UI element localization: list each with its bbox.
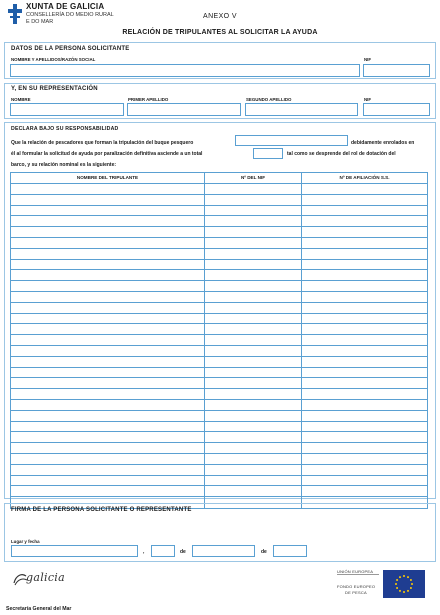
fund-line-1: FONDO EUROPEO: [337, 584, 376, 589]
org-subtitle: [26, 12, 114, 26]
crew-name-cell[interactable]: [11, 292, 205, 302]
table-row: [11, 216, 427, 227]
nif-cell[interactable]: [205, 432, 302, 442]
org-subtitle-line-2: E DO MAR: [26, 19, 54, 25]
table-row: [11, 486, 427, 497]
table-row: [11, 357, 427, 368]
crew-table-body: [11, 184, 427, 508]
declaration-section-title: DECLARA BAJO SU RESPONSABILIDAD: [11, 126, 119, 132]
table-row: [11, 314, 427, 325]
nif-cell[interactable]: [205, 195, 302, 205]
crew-name-cell[interactable]: [11, 346, 205, 356]
nif-cell[interactable]: [205, 368, 302, 378]
galicia-logo-text: galicia: [26, 571, 65, 584]
nif-cell[interactable]: [205, 206, 302, 216]
nif-cell[interactable]: [205, 465, 302, 475]
nif-cell[interactable]: [205, 411, 302, 421]
table-row: [11, 227, 427, 238]
declaration-line-2b: tal como se desprende del rol de dotación del: [287, 151, 396, 157]
crew-name-cell[interactable]: [11, 357, 205, 367]
ss-number-cell[interactable]: [302, 270, 427, 280]
rep-second-surname-label: SEGUNDO APELLIDO: [246, 97, 292, 102]
eu-label: UNIÓN EUROPEA: [337, 569, 374, 574]
signature-section: [4, 503, 436, 562]
eu-star: [399, 590, 401, 592]
crew-name-cell[interactable]: [11, 486, 205, 496]
ss-number-cell[interactable]: [302, 368, 427, 378]
declaration-line-1b: debidamente enrolados en: [351, 140, 415, 146]
applicant-section-title: DATOS DE LA PERSONA SOLICITANTE: [11, 46, 130, 52]
crew-name-cell[interactable]: [11, 476, 205, 486]
eu-star: [410, 587, 412, 589]
applicant-name-field[interactable]: [10, 64, 360, 77]
crew-name-cell[interactable]: [11, 270, 205, 280]
nif-cell[interactable]: [205, 249, 302, 259]
crew-name-cell[interactable]: [11, 368, 205, 378]
table-row: [11, 476, 427, 487]
table-row: [11, 389, 427, 400]
eu-star: [410, 579, 412, 581]
nif-cell[interactable]: [205, 292, 302, 302]
crew-name-cell[interactable]: [11, 454, 205, 464]
eu-star: [396, 579, 398, 581]
table-row: [11, 422, 427, 433]
eu-star: [396, 587, 398, 589]
nif-cell[interactable]: [205, 346, 302, 356]
eu-star: [399, 576, 401, 578]
org-subtitle-line-1: CONSELLERÍA DO MEDIO RURAL: [26, 12, 114, 18]
crew-name-cell[interactable]: [11, 195, 205, 205]
rep-nif-field[interactable]: [363, 103, 430, 116]
ss-number-cell[interactable]: [302, 238, 427, 248]
table-row: [11, 270, 427, 281]
nif-cell[interactable]: [205, 270, 302, 280]
annex-label: ANEXO V: [203, 13, 237, 20]
table-row: [11, 400, 427, 411]
ss-number-cell[interactable]: [302, 389, 427, 399]
table-row: [11, 335, 427, 346]
ss-number-cell[interactable]: [302, 411, 427, 421]
month-field[interactable]: [192, 545, 255, 557]
ss-number-cell[interactable]: [302, 195, 427, 205]
applicant-section: [4, 42, 436, 79]
nif-cell[interactable]: [205, 443, 302, 453]
year-field[interactable]: [273, 545, 307, 557]
crew-name-cell[interactable]: [11, 324, 205, 334]
ss-number-cell[interactable]: [302, 303, 427, 313]
applicant-nif-label: NIF: [364, 57, 372, 62]
ss-number-cell[interactable]: [302, 422, 427, 432]
nif-cell[interactable]: [205, 389, 302, 399]
nif-cell[interactable]: [205, 314, 302, 324]
nif-cell[interactable]: [205, 184, 302, 194]
secretaria-general: Secretaría General del Mar: [6, 606, 72, 612]
crew-name-cell[interactable]: [11, 411, 205, 421]
applicant-name-label: NOMBRE Y APELLIDOS/RAZÓN SOCIAL: [11, 57, 96, 62]
col-nif: Nº DEL NIF: [205, 173, 302, 183]
crew-name-cell[interactable]: [11, 206, 205, 216]
col-crew-name: NOMBRE DEL TRIPULANTE: [11, 173, 205, 183]
rep-name-field[interactable]: [10, 103, 124, 116]
table-row: [11, 184, 427, 195]
crew-name-cell[interactable]: [11, 303, 205, 313]
eu-star: [407, 576, 409, 578]
ss-number-cell[interactable]: [302, 357, 427, 367]
ss-number-cell[interactable]: [302, 486, 427, 496]
eu-star: [403, 591, 405, 593]
place-date-label: Lugar y fecha: [11, 539, 40, 544]
day-field[interactable]: [151, 545, 175, 557]
rep-first-surname-label: PRIMER APELLIDO: [128, 97, 169, 102]
ss-number-cell[interactable]: [302, 400, 427, 410]
table-row: [11, 292, 427, 303]
nif-cell[interactable]: [205, 281, 302, 291]
eu-stars: [383, 570, 425, 598]
table-row: [11, 432, 427, 443]
org-name: XUNTA DE GALICIA: [26, 2, 105, 11]
crew-name-cell[interactable]: [11, 227, 205, 237]
nif-cell[interactable]: [205, 238, 302, 248]
crew-name-cell[interactable]: [11, 400, 205, 410]
ss-number-cell[interactable]: [302, 378, 427, 388]
eu-flag-icon: [383, 570, 425, 598]
table-row: [11, 324, 427, 335]
crew-table: [10, 172, 428, 509]
table-row: [11, 195, 427, 206]
de-label-2: de: [261, 549, 267, 555]
crew-name-cell[interactable]: [11, 249, 205, 259]
table-row: [11, 238, 427, 249]
nif-cell[interactable]: [205, 422, 302, 432]
nif-cell[interactable]: [205, 400, 302, 410]
nif-cell[interactable]: [205, 303, 302, 313]
crew-name-cell[interactable]: [11, 443, 205, 453]
eu-label-rule: [337, 574, 379, 575]
crew-name-cell[interactable]: [11, 378, 205, 388]
table-row: [11, 454, 427, 465]
comma-separator: ,: [143, 549, 145, 555]
declaration-line-1a: Que la relación de pescadores que forman la tripulación del buque pesquero: [11, 140, 194, 146]
place-field[interactable]: [11, 545, 138, 557]
de-label-1: de: [180, 549, 186, 555]
nif-cell[interactable]: [205, 486, 302, 496]
nif-cell[interactable]: [205, 260, 302, 270]
xunta-cross-icon: [6, 3, 24, 25]
nif-cell[interactable]: [205, 335, 302, 345]
ss-number-cell[interactable]: [302, 216, 427, 226]
ss-number-cell[interactable]: [302, 443, 427, 453]
table-row: [11, 303, 427, 314]
ss-number-cell[interactable]: [302, 324, 427, 334]
ss-number-cell[interactable]: [302, 184, 427, 194]
table-row: [11, 260, 427, 271]
crew-name-cell[interactable]: [11, 432, 205, 442]
eu-star: [411, 583, 413, 585]
table-row: [11, 206, 427, 217]
eu-star: [403, 575, 405, 577]
ss-number-cell[interactable]: [302, 454, 427, 464]
ss-number-cell[interactable]: [302, 432, 427, 442]
ss-number-cell[interactable]: [302, 476, 427, 486]
ss-number-cell[interactable]: [302, 281, 427, 291]
col-ss-number: Nº DE AFILIACIÓN S.S.: [339, 175, 390, 180]
table-row: [11, 411, 427, 422]
table-row: [11, 281, 427, 292]
nif-cell[interactable]: [205, 324, 302, 334]
crew-name-cell[interactable]: [11, 281, 205, 291]
nif-cell[interactable]: [205, 227, 302, 237]
crew-name-cell[interactable]: [11, 389, 205, 399]
ss-number-cell[interactable]: [302, 227, 427, 237]
table-row: [11, 465, 427, 476]
crew-name-cell[interactable]: [11, 314, 205, 324]
eu-star: [395, 583, 397, 585]
ss-number-cell[interactable]: [302, 465, 427, 475]
eu-star: [407, 590, 409, 592]
nif-cell[interactable]: [205, 454, 302, 464]
nif-cell[interactable]: [205, 476, 302, 486]
fund-line-2: DE PESCA: [345, 590, 367, 595]
ss-number-cell[interactable]: [302, 314, 427, 324]
document-title: RELACIÓN DE TRIPULANTES AL SOLICITAR LA AYUDA: [122, 29, 318, 36]
crew-total-field[interactable]: [253, 148, 283, 159]
crew-name-cell[interactable]: [11, 238, 205, 248]
representative-section-title: Y, EN SU REPRESENTACIÓN: [11, 86, 98, 92]
nif-cell[interactable]: [205, 216, 302, 226]
rep-first-surname-field[interactable]: [127, 103, 241, 116]
table-row: [11, 378, 427, 389]
nif-cell[interactable]: [205, 357, 302, 367]
representative-section: [4, 83, 436, 119]
declaration-line-2a: él al formular la solicitud de ayuda por paralización definitiva asciende a un total: [11, 151, 203, 157]
table-row: [11, 249, 427, 260]
rep-nif-label: NIF: [364, 97, 372, 102]
declaration-line-3: barco, y su relación nominal es la siguiente:: [11, 162, 117, 168]
ss-number-cell[interactable]: [302, 249, 427, 259]
crew-name-cell[interactable]: [11, 465, 205, 475]
crew-name-cell[interactable]: [11, 216, 205, 226]
ss-number-cell[interactable]: [302, 346, 427, 356]
vessel-name-field[interactable]: [235, 135, 348, 146]
ss-number-cell[interactable]: [302, 206, 427, 216]
nif-cell[interactable]: [205, 378, 302, 388]
crew-name-cell[interactable]: [11, 260, 205, 270]
ss-number-cell[interactable]: [302, 260, 427, 270]
rep-name-label: NOMBRE: [11, 97, 31, 102]
crew-name-cell[interactable]: [11, 184, 205, 194]
crew-table-header: [11, 173, 427, 184]
signature-section-title: FIRMA DE LA PERSONA SOLICITANTE O REPRESENTANTE: [11, 507, 192, 513]
table-row: [11, 443, 427, 454]
rep-second-surname-field[interactable]: [245, 103, 358, 116]
table-row: [11, 346, 427, 357]
crew-name-cell[interactable]: [11, 335, 205, 345]
ss-number-cell[interactable]: [302, 292, 427, 302]
crew-name-cell[interactable]: [11, 422, 205, 432]
ss-number-cell[interactable]: [302, 335, 427, 345]
table-row: [11, 368, 427, 379]
applicant-nif-field[interactable]: [363, 64, 430, 77]
